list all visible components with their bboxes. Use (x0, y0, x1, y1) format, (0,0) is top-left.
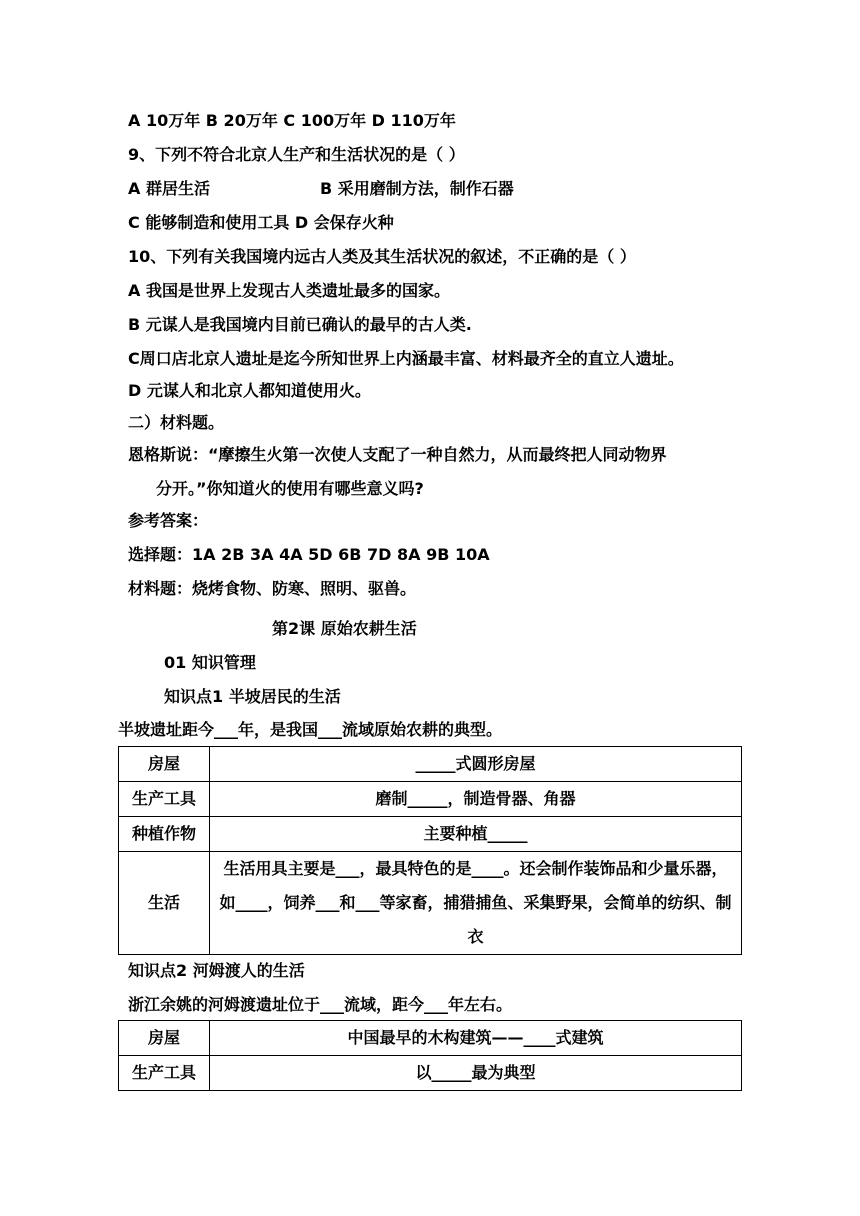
engels-quote-line1: 恩格斯说：“摩擦生火第一次使人支配了一种自然力，从而最终把人同动物界 (128, 445, 667, 464)
knowledge-point-1: 知识点1 半坡居民的生活 (164, 687, 341, 706)
engels-quote-line2: 分开。”你知道火的使用有哪些意义吗? (156, 479, 424, 498)
row-content: 生活用具主要是___，最具特色的是____。还会制作装饰品和少量乐器，如____，饲养___和___等家畜，捕猎捕鱼、采集野果，会简单的纺织、制衣 (210, 852, 742, 955)
table-row (119, 1056, 742, 1091)
row-label: 房屋 (119, 1021, 210, 1056)
row-label: 生产工具 (119, 1056, 210, 1091)
table-row (119, 747, 742, 782)
table-row (119, 782, 742, 817)
row-content: 中国最早的木构建筑——____式建筑 (210, 1021, 742, 1056)
option-10b: B 元谋人是我国境内目前已确认的最早的古人类. (128, 315, 472, 334)
question-10: 10、下列有关我国境内远古人类及其生活状况的叙述，不正确的是（ ） (128, 247, 636, 266)
hemudu-table (118, 1020, 742, 1091)
row-label: 生产工具 (119, 782, 210, 817)
table-row (119, 852, 742, 955)
option-9b: B 采用磨制方法，制作石器 (320, 179, 514, 198)
option-9a: A 群居生活 (128, 179, 210, 198)
hemudu-sentence: 浙江余姚的河姆渡遗址位于___流域，距今___年左右。 (128, 995, 513, 1014)
row-content: 以_____最为典型 (210, 1056, 742, 1091)
option-10a: A 我国是世界上发现古人类遗址最多的国家。 (128, 281, 450, 300)
row-content: 磨制_____，制造骨器、角器 (210, 782, 742, 817)
row-label: 房屋 (119, 747, 210, 782)
row-content: _____式圆形房屋 (210, 747, 742, 782)
banpo-table (118, 746, 742, 955)
choice-answers: 选择题：1A 2B 3A 4A 5D 6B 7D 8A 9B 10A (128, 545, 490, 564)
option-10c: C周口店北京人遗址是迄今所知世界上内涵最丰富、材料最齐全的直立人遗址。 (128, 349, 684, 368)
row-label: 种植作物 (119, 817, 210, 852)
lesson-title: 第2课 原始农耕生活 (272, 619, 417, 638)
banpo-sentence: 半坡遗址距今___年，是我国___流域原始农耕的典型。 (118, 720, 503, 739)
reference-answers-heading: 参考答案： (128, 511, 209, 530)
knowledge-point-2: 知识点2 河姆渡人的生活 (128, 961, 305, 980)
table-row (119, 817, 742, 852)
option-9cd: C 能够制造和使用工具 D 会保存火种 (128, 213, 394, 232)
row-content: 主要种植_____ (210, 817, 742, 852)
table-row (119, 1021, 742, 1056)
material-answer: 材料题：烧烤食物、防寒、照明、驱兽。 (128, 579, 417, 598)
question-9: 9、下列不符合北京人生产和生活状况的是（ ） (128, 145, 465, 164)
option-10d: D 元谋人和北京人都知道使用火。 (128, 381, 371, 400)
section-material: 二）材料题。 (128, 413, 225, 432)
options-line-q8: A 10万年 B 20万年 C 100万年 D 110万年 (128, 111, 456, 130)
section-knowledge: 01 知识管理 (164, 653, 256, 672)
row-label: 生活 (119, 852, 210, 955)
